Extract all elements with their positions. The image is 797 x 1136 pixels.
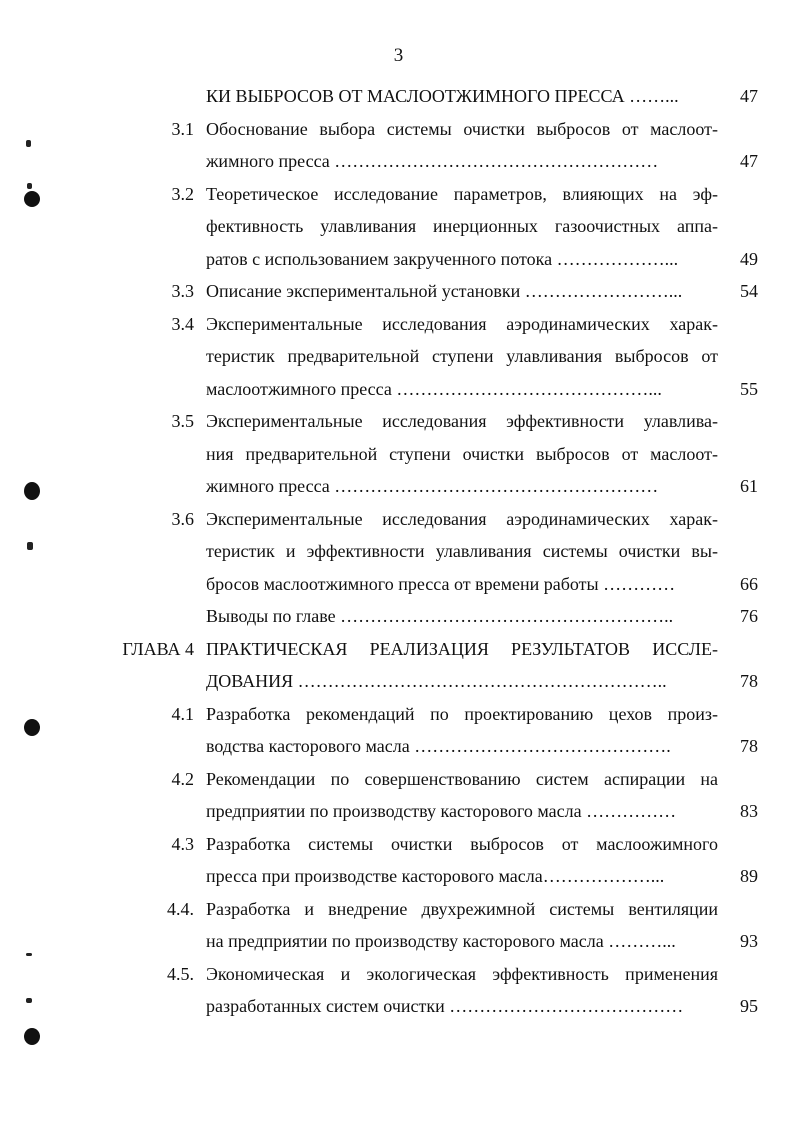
toc-entry-page: 66 [740, 573, 758, 594]
toc-entry-line: водства касторового масла ……………………………………. [206, 736, 671, 756]
toc-entry-title [206, 507, 718, 605]
toc-entry-line: Рекомендации по совершенствованию систем аспирации на [206, 768, 718, 789]
toc-entry-number: 4.1 [171, 703, 194, 724]
toc-entry-line: на предприятии по производству касторового масла ………... [206, 931, 676, 951]
toc-entry-page: 93 [740, 931, 758, 951]
scan-speck [26, 140, 31, 147]
toc-entry-title [206, 84, 718, 117]
toc-entry-title [206, 702, 718, 767]
toc-entry-title [206, 604, 718, 637]
toc-entry-line: КИ ВЫБРОСОВ ОТ МАСЛООТЖИМНОГО ПРЕССА ……... [206, 86, 679, 106]
toc-entry-line: ратов с использованием закрученного потока ………………... [206, 248, 679, 269]
toc-entry-number: 4.2 [171, 768, 194, 789]
toc-entry-title [206, 312, 718, 410]
toc-entry-line: теристик и эффективности улавливания системы очистки вы- [206, 541, 718, 561]
punch-hole-mark [24, 1028, 40, 1045]
toc-entry-line: фективность улавливания инерционных газоочистных аппа- [206, 216, 718, 236]
punch-hole-mark [24, 191, 40, 207]
toc-entry-page: 95 [740, 996, 758, 1016]
toc-entry-line: Экспериментальные исследования аэродинамических харак- [206, 508, 718, 529]
toc-entry-line: жимного пресса ……………………………………………… [206, 151, 659, 171]
toc-entry-number: 3.2 [171, 183, 194, 204]
toc-entry-title [206, 117, 718, 182]
toc-entry-page: 61 [740, 476, 758, 496]
toc-entry-line: Теоретическое исследование параметров, влияющих на эф- [206, 183, 718, 204]
toc-entry-number: 3.6 [171, 508, 194, 529]
toc-entry-title [206, 962, 718, 1027]
page-number: 3 [393, 45, 404, 66]
toc-entry-number: 3.5 [171, 411, 194, 431]
toc-entry-line: Выводы по главе ……………………………………………….. [206, 606, 674, 626]
toc-entry-line: Обоснование выбора системы очистки выбросов от маслоот- [206, 118, 718, 139]
punch-hole-mark [24, 719, 40, 736]
toc-entry-line: разработанных систем очистки ………………………………… [206, 996, 684, 1016]
toc-entry-number: 3.1 [171, 118, 194, 139]
toc-entry-line: Экспериментальные исследования аэродинамических харак- [206, 313, 718, 334]
toc-entry-title [206, 767, 718, 832]
toc-entry-number: 4.4. [167, 898, 194, 919]
toc-entry-line: жимного пресса ……………………………………………… [206, 476, 659, 496]
toc-entry-line: Описание экспериментальной установки ……………………... [206, 281, 683, 301]
scan-speck [26, 998, 32, 1003]
toc-entry-page: 76 [740, 606, 758, 626]
toc-entry-line: ДОВАНИЯ …………………………………………………….. [206, 671, 667, 691]
toc-entry-line: маслоотжимного пресса ……………………………………... [206, 378, 662, 399]
toc-entry-page: 47 [740, 86, 758, 106]
toc-entry-title [206, 279, 718, 312]
toc-entry-line: бросов маслоотжимного пресса от времени работы ………… [206, 573, 676, 594]
toc-entry-page: 54 [740, 281, 758, 301]
scan-speck [27, 183, 32, 189]
toc-entry-page: 55 [740, 378, 758, 399]
toc-entry-number: 3.4 [171, 313, 194, 334]
toc-entry-line: теристик предварительной ступени улавливания выбросов от [206, 346, 718, 366]
toc-entry-line: Разработка рекомендаций по проектированию цехов произ- [206, 703, 718, 724]
punch-hole-mark [24, 482, 40, 500]
toc-entry-line: ПРАКТИЧЕСКАЯ РЕАЛИЗАЦИЯ РЕЗУЛЬТАТОВ ИССЛЕ- [206, 638, 718, 659]
toc-entry-line: Экспериментальные исследования эффективности улавлива- [206, 411, 718, 431]
toc-entry-title [206, 832, 718, 897]
toc-entry-number: 3.3 [171, 281, 194, 301]
toc-entry-line: пресса при производстве касторового масла………………... [206, 866, 665, 886]
toc-entry-line: Экономическая и экологическая эффективность применения [206, 963, 718, 984]
toc-entry-page: 83 [740, 801, 758, 821]
toc-entry-number: 4.5. [167, 963, 194, 984]
toc-entry-title [206, 409, 718, 507]
toc-entry-page: 47 [740, 151, 758, 171]
toc-entry-page: 89 [740, 866, 758, 886]
toc-entry-page: 49 [740, 248, 758, 269]
toc-entry-title [206, 637, 718, 702]
toc-entry-title [206, 897, 718, 962]
scan-speck [27, 542, 33, 550]
toc-entry-line: ния предварительной ступени очистки выбросов от маслоот- [206, 443, 718, 464]
toc-entry-line: предприятии по производству касторового масла …………… [206, 801, 677, 821]
toc-entry-page: 78 [740, 736, 758, 756]
toc-entry-number: ГЛАВА 4 [122, 638, 194, 659]
toc-entry-line: Разработка системы очистки выбросов от маслоожимного [206, 833, 718, 854]
scan-speck [26, 953, 32, 956]
toc-entry-number: 4.3 [171, 833, 194, 854]
toc-entry-page: 78 [740, 671, 758, 691]
toc-entry-title [206, 182, 718, 280]
toc-entry-line: Разработка и внедрение двухрежимной системы вентиляции [206, 898, 718, 919]
